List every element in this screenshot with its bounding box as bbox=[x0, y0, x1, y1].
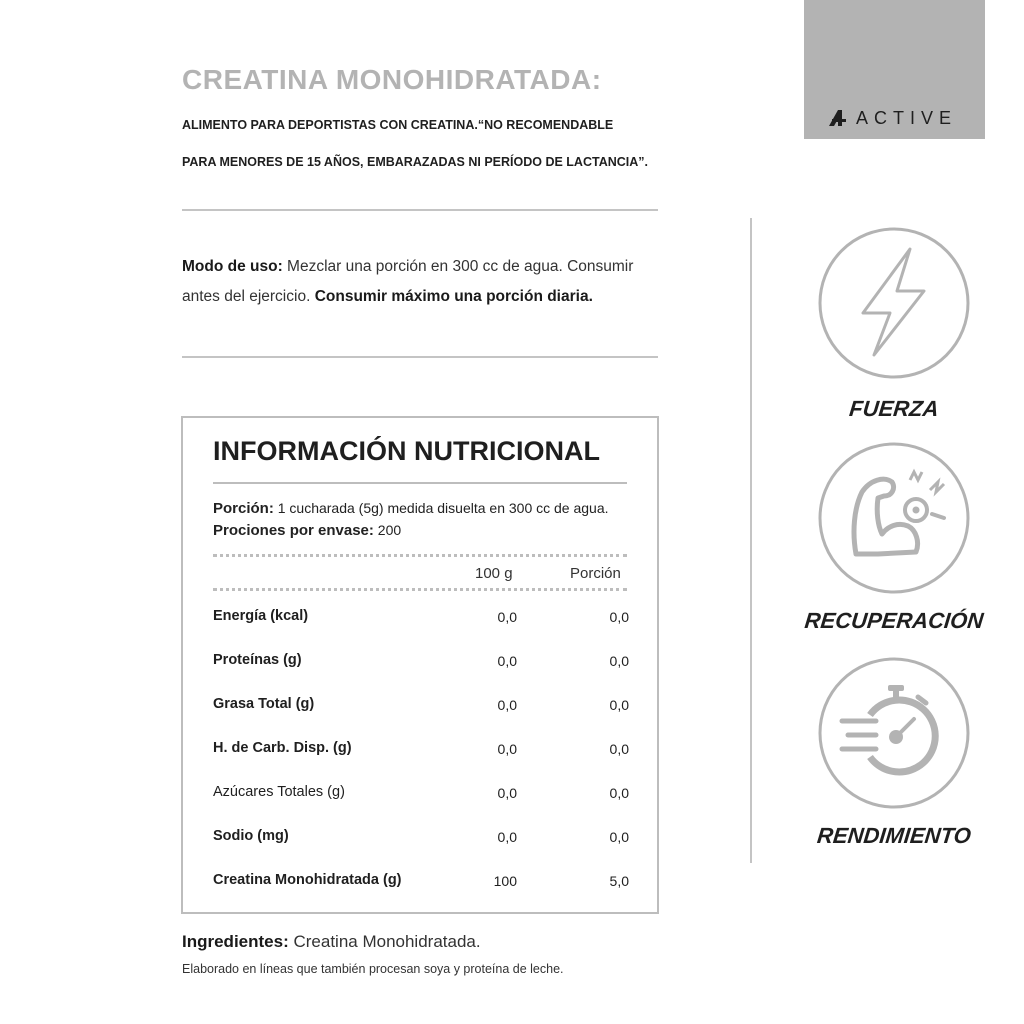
allergen-note: Elaborado en líneas que también procesan soya y proteína de leche. bbox=[182, 962, 564, 976]
nutrition-title-underline bbox=[213, 482, 627, 484]
row-value-100g-proteinas: 0,0 bbox=[497, 653, 517, 669]
lightning-icon bbox=[818, 227, 970, 379]
dotted-divider-2 bbox=[213, 588, 627, 591]
divider-top bbox=[182, 209, 658, 211]
product-title: CREATINA MONOHIDRATADA: bbox=[182, 64, 602, 95]
row-value-100g-creatina: 100 bbox=[493, 873, 517, 889]
row-value-portion-creatina: 5,0 bbox=[609, 873, 629, 889]
row-label-grasa-total: Grasa Total (g) bbox=[213, 696, 315, 712]
row-value-100g-sodio: 0,0 bbox=[497, 829, 517, 845]
usage-text-2: antes del ejercicio. bbox=[182, 288, 315, 305]
usage-label: Modo de uso: bbox=[182, 258, 283, 275]
row-label-carbohidratos: H. de Carb. Disp. (g) bbox=[213, 740, 352, 756]
benefit-label-fuerza: FUERZA bbox=[848, 396, 940, 421]
stopwatch-icon bbox=[818, 657, 970, 809]
row-value-portion-energia: 0,0 bbox=[609, 609, 629, 625]
servings-value: 200 bbox=[373, 522, 402, 538]
row-value-portion-sodio: 0,0 bbox=[609, 829, 629, 845]
usage-bold-2: Consumir máximo una porción diaria. bbox=[314, 288, 593, 305]
servings-label: Prociones por envase: bbox=[213, 522, 374, 539]
nutrition-title: INFORMACIÓN NUTRICIONAL bbox=[213, 436, 600, 466]
row-value-100g-carbohidratos: 0,0 bbox=[497, 741, 517, 757]
row-label-azucares: Azúcares Totales (g) bbox=[213, 784, 345, 800]
ingredients-label: Ingredientes: bbox=[182, 932, 289, 951]
flexed-arm-icon bbox=[818, 442, 970, 594]
warning-line-2: PARA MENORES DE 15 AÑOS, EMBARAZADAS NI PERÍODO DE LACTANCIA”. bbox=[182, 155, 649, 169]
divider-middle bbox=[182, 356, 658, 358]
side-divider bbox=[750, 218, 752, 863]
brand-name: ACTIVE bbox=[856, 108, 958, 128]
usage-line-2 bbox=[182, 288, 593, 306]
servings-line bbox=[213, 522, 401, 539]
row-value-100g-grasa-total: 0,0 bbox=[497, 697, 517, 713]
row-label-proteinas: Proteínas (g) bbox=[213, 652, 302, 668]
column-header-100g: 100 g bbox=[475, 565, 513, 582]
ingredients-text: Creatina Monohidratada. bbox=[288, 932, 481, 951]
row-value-portion-azucares: 0,0 bbox=[609, 785, 629, 801]
ingredients-line bbox=[182, 932, 481, 952]
warning-line-1: ALIMENTO PARA DEPORTISTAS CON CREATINA.“NO RECOMENDABLE bbox=[182, 118, 614, 132]
dotted-divider-1 bbox=[213, 554, 627, 557]
benefit-label-recuperacion: RECUPERACIÓN bbox=[803, 608, 985, 633]
nutrition-table bbox=[181, 416, 659, 914]
row-label-sodio: Sodio (mg) bbox=[213, 828, 289, 844]
row-value-portion-grasa-total: 0,0 bbox=[609, 697, 629, 713]
portion-label: Porción: bbox=[213, 500, 274, 517]
column-header-porcion: Porción bbox=[570, 565, 621, 582]
usage-text-1: Mezclar una porción en 300 cc de agua. Consumir bbox=[282, 258, 634, 275]
brand-logo-icon bbox=[829, 110, 847, 126]
brand-badge bbox=[804, 0, 985, 139]
row-label-creatina: Creatina Monohidratada (g) bbox=[213, 872, 402, 888]
portion-line bbox=[213, 500, 609, 517]
row-value-portion-carbohidratos: 0,0 bbox=[609, 741, 629, 757]
portion-text: 1 cucharada (5g) medida disuelta en 300 cc de agua. bbox=[273, 500, 609, 516]
row-value-portion-proteinas: 0,0 bbox=[609, 653, 629, 669]
row-label-energia: Energía (kcal) bbox=[213, 608, 309, 624]
usage-line-1 bbox=[182, 258, 633, 276]
row-value-100g-azucares: 0,0 bbox=[497, 785, 517, 801]
row-value-100g-energia: 0,0 bbox=[497, 609, 517, 625]
benefit-label-rendimiento: RENDIMIENTO bbox=[815, 823, 973, 848]
